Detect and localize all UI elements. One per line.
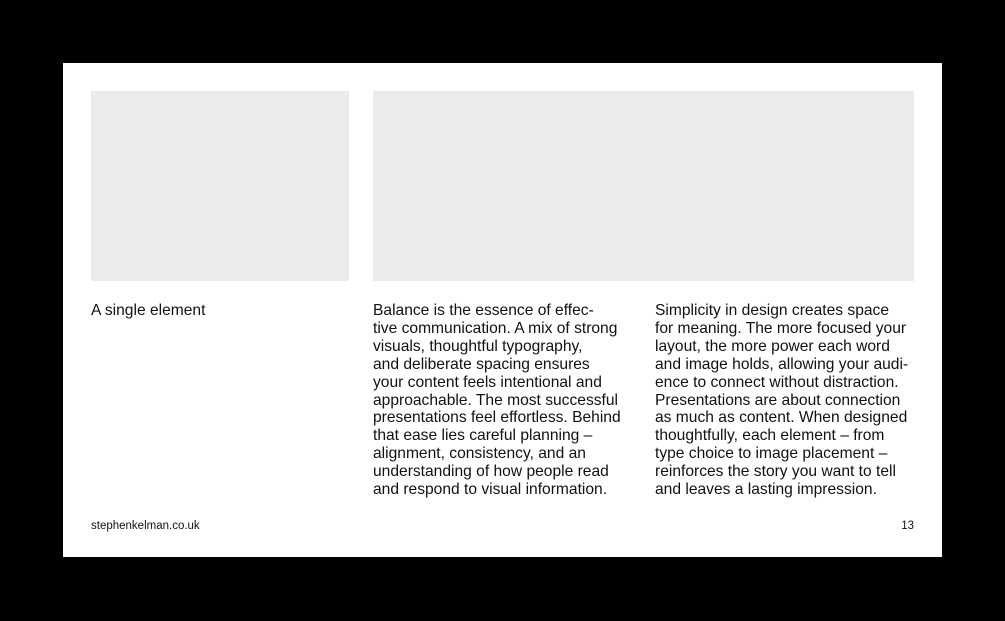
image-placeholder-right [373, 91, 914, 281]
text-line: your content feels intentional and [373, 373, 602, 391]
text-line: and image holds, allowing your audi- [655, 355, 909, 373]
text-line: approachable. The most successful [373, 391, 619, 409]
text-line: thoughtfully, each element – from [655, 427, 885, 445]
slide [63, 63, 942, 557]
text-line: as much as content. When designed [655, 409, 908, 427]
body-column-2 [655, 302, 913, 499]
image-placeholder-left [91, 91, 349, 281]
text-line: Simplicity in design creates space [655, 302, 890, 319]
footer-website: stephenkelman.co.uk [91, 520, 200, 532]
body-column-1 [373, 302, 631, 499]
text-line: and respond to visual information. [373, 481, 608, 499]
text-line: reinforces the story you want to tell [655, 463, 896, 481]
text-line: understanding of how people read [373, 463, 609, 481]
text-line: ence to connect without distraction. [655, 373, 899, 391]
text-line: visuals, thoughtful typography, [373, 337, 583, 355]
text-line: presentations feel effortless. Behind [373, 409, 621, 427]
text-line: and deliberate spacing ensures [373, 355, 590, 373]
image-caption: A single element [91, 302, 206, 319]
text-line: that ease lies careful planning – [373, 427, 593, 445]
text-line: Balance is the essence of effec- [373, 302, 594, 319]
text-line: Presentations are about connection [655, 391, 901, 409]
page-number: 13 [901, 520, 914, 532]
text-line: alignment, consistency, and an [373, 445, 586, 463]
text-line: tive communication. A mix of strong [373, 319, 618, 337]
text-line: and leaves a lasting impression. [655, 481, 877, 499]
text-line: layout, the more power each word [655, 337, 890, 355]
text-line: for meaning. The more focused your [655, 319, 907, 337]
text-line: type choice to image placement – [655, 445, 888, 463]
